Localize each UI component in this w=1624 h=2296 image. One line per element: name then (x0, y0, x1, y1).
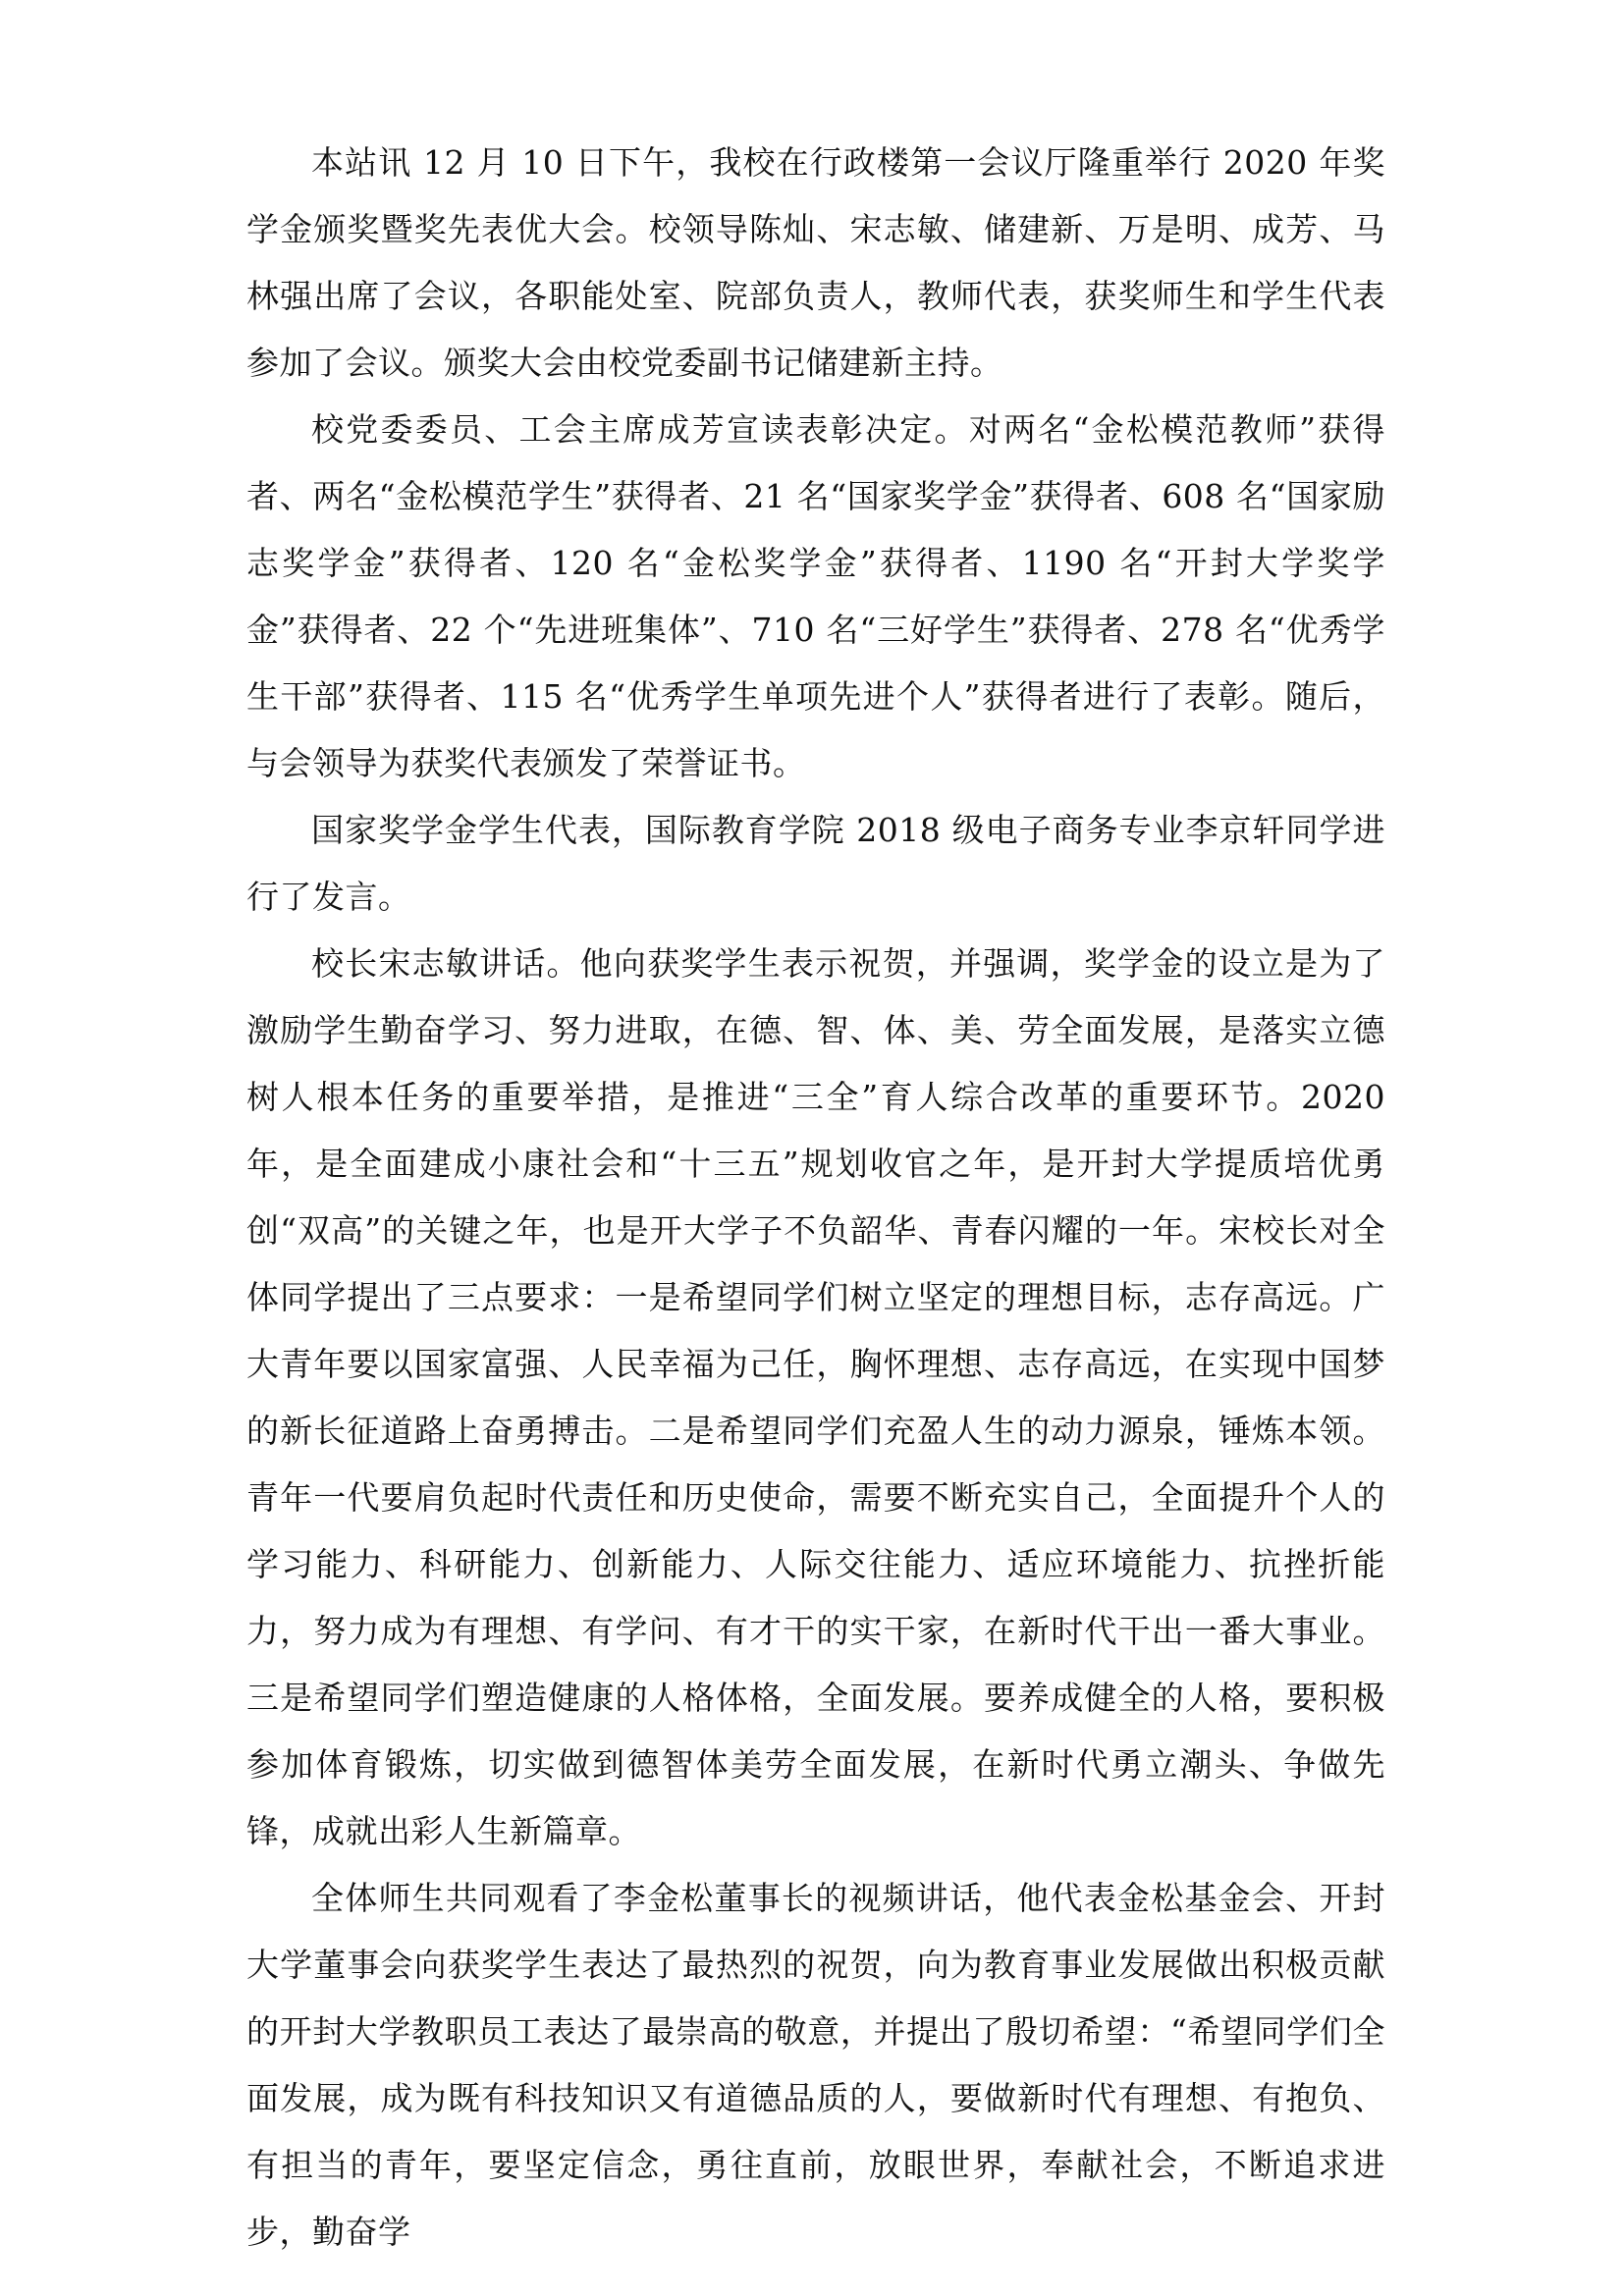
paragraph-student-speech: 国家奖学金学生代表，国际教育学院 2018 级电子商务专业李京轩同学进行了发言。 (246, 811, 1385, 916)
paragraph-president-speech: 校长宋志敏讲话。他向获奖学生表示祝贺，并强调，奖学金的设立是为了激励学生勤奋学习、努力进取，在德、智、体、美、劳全面发展，是落实立德树人根本任务的重要举措，是推进“三全”育人综合改革的重要环节。2020 年，是全面建成小康社会和“十三五”规划收官之年，是开封大学提质培优勇创“双高”的关键之年，也是开大学子不负韶华、青春闪耀的一年。宋校长对全体同学提出了三点要求：一是希望同学们树立坚定的理想目标，志存高远。广大青年要以国家富强、人民幸福为己任，胸怀理想、志存高远，在实现中国梦的新长征道路上奋勇搏击。二是希望同学们充盈人生的动力源泉，锤炼本领。青年一代要肩负起时代责任和历史使命，需要不断充实自己，全面提升个人的学习能力、科研能力、创新能力、人际交往能力、适应环境能力、抗挫折能力，努力成为有理想、有学问、有才干的实干家，在新时代干出一番大事业。三是希望同学们塑造健康的人格体格，全面发展。要养成健全的人格，要积极参加体育锻炼，切实做到德智体美劳全面发展，在新时代勇立潮头、争做先锋，成就出彩人生新篇章。 (246, 944, 1385, 1850)
paragraph-intro: 本站讯 12 月 10 日下午，我校在行政楼第一会议厅隆重举行 2020 年奖学金颁奖暨奖先表优大会。校领导陈灿、宋志敏、储建新、万是明、成芳、马林强出席了会议，各职能处室、院部负责人，教师代表，获奖师生和学生代表参加了会议。颁奖大会由校党委副书记储建新主持。 (246, 143, 1385, 382)
paragraph-chairman-video: 全体师生共同观看了李金松董事长的视频讲话，他代表金松基金会、开封大学董事会向获奖学生表达了最热烈的祝贺，向为教育事业发展做出积极贡献的开封大学教职员工表达了最崇高的敬意，并提出了殷切希望：“希望同学们全面发展，成为既有科技知识又有道德品质的人，要做新时代有理想、有抱负、有担当的青年，要坚定信念，勇往直前，放眼世界，奉献社会，不断追求进步，勤奋学 (246, 1879, 1385, 2251)
article-body (246, 130, 1385, 2266)
paragraph-awards: 校党委委员、工会主席成芳宣读表彰决定。对两名“金松模范教师”获得者、两名“金松模范学生”获得者、21 名“国家奖学金”获得者、608 名“国家励志奖学金”获得者、120 名“金松奖学金”获得者、1190 名“开封大学奖学金”获得者、22 个“先进班集体”、710 名“三好学生”获得者、278 名“优秀学生干部”获得者、115 名“优秀学生单项先进个人”获得者进行了表彰。随后，与会领导为获奖代表颁发了荣誉证书。 (246, 410, 1385, 782)
